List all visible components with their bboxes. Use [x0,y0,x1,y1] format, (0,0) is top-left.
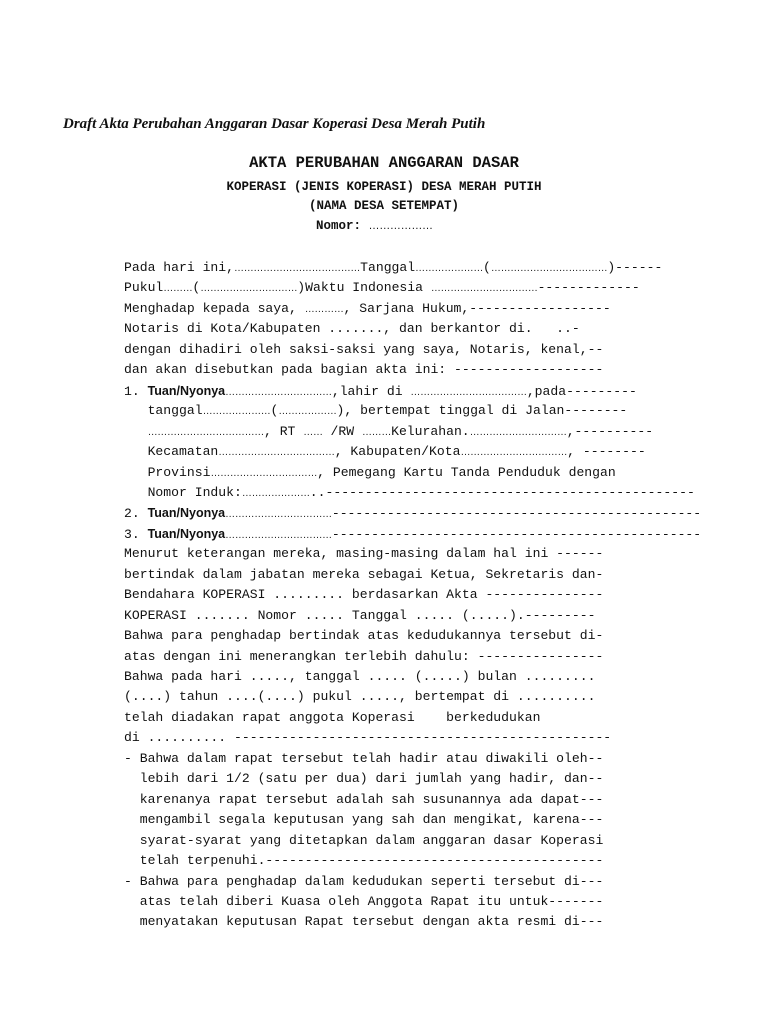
deed-line: di .......... ------------------------------------------------ [124,730,612,746]
deed-line: Nomor Induk:…………………..----------------------------------------------- [124,484,695,500]
deed-line: Notaris di Kota/Kabupaten ......., dan berkantor di. ..- [124,321,580,337]
deed-line: - Bahwa para penghadap dalam kedudukan seperti tersebut di--- [124,873,604,889]
village-name-heading: (NAMA DESA SETEMPAT) [308,199,460,213]
deed-line: Bahwa pada hari ....., tanggal ..... (.....) bulan ......... [124,669,596,684]
deed-line: bertindak dalam jabatan mereka sebagai Ketua, Sekretaris dan- [124,566,604,582]
deed-heading: AKTA PERUBAHAN ANGGARAN DASAR [249,154,519,172]
deed-line: dengan dihadiri oleh saksi-saksi yang saya, Notaris, kenal,-- [124,341,604,357]
deed-line: Bendahara KOPERASI ......... berdasarkan Akta --------------- [124,587,604,603]
deed-line: telah terpenuhi.------------------------------------------- [124,853,604,869]
deed-line: telah diadakan rapat anggota Koperasi berkedudukan [124,709,541,725]
deed-line: tanggal…………………(………………), bertempat tinggal di Jalan-------- [124,403,628,419]
deed-line: Kecamatan………………………………, Kabupaten/Kota……………………………, -------- [124,444,646,460]
deed-line: karenanya rapat tersebut adalah sah susunannya ada dapat--- [124,791,604,807]
deed-line: Menghadap kepada saya, …………, Sarjana Hukum,------------------ [124,300,611,316]
deed-line: 1. Tuan/Nyonya……………………………,lahir di ………………………………,pada--------- [124,383,637,399]
deed-line: KOPERASI ....... Nomor ..... Tanggal ..... (.....).--------- [124,607,596,623]
deed-line: menyatakan keputusan Rapat tersebut dengan akta resmi di--- [124,914,604,930]
deed-line: ………………………………, RT …… /RW ………Kelurahan.…………………………,---------- [147,423,654,439]
deed-line: Menurut keterangan mereka, masing-masing dalam hal ini ------ [124,546,604,562]
deed-line: dan akan disebutkan pada bagian akta ini: ------------------- [124,362,604,378]
deed-number-blank: ……………… [368,220,433,232]
deed-line: 3. Tuan/Nyonya……………………………----------------------------------------------- [124,526,702,542]
deed-line: atas dengan ini menerangkan terlebih dahulu: ---------------- [124,648,604,664]
deed-line: syarat-syarat yang ditetapkan dalam anggaran dasar Koperasi [124,832,604,848]
cooperative-name-heading: KOPERASI (JENIS KOPERASI) DESA MERAH PUTIH [226,180,542,194]
deed-line: - Bahwa dalam rapat tersebut telah hadir atau diwakili oleh-- [124,750,604,766]
deed-line: mengambil segala keputusan yang sah dan mengikat, karena--- [124,812,604,828]
deed-line: Bahwa para penghadap bertindak atas kedudukannya tersebut di- [124,628,604,644]
deed-line: Pada hari ini,…………………………………Tanggal…………………(………………………………)------ [124,260,663,275]
deed-line: 2. Tuan/Nyonya……………………………----------------------------------------------- [124,506,702,522]
deed-number-label: Nomor: [316,219,362,233]
deed-number [316,219,433,233]
deed-line: lebih dari 1/2 (satu per dua) dari jumlah yang hadir, dan-- [124,771,604,787]
draft-title: Draft Akta Perubahan Anggaran Dasar Koperasi Desa Merah Putih [63,116,486,132]
deed-line: Provinsi……………………………, Pemegang Kartu Tanda Penduduk dengan [124,464,616,480]
deed-line: Pukul………(…………………………)Waktu Indonesia ……………………………------------- [124,280,640,296]
deed-line: (....) tahun ....(....) pukul ....., bertempat di .......... [124,689,596,705]
deed-line: atas telah diberi Kuasa oleh Anggota Rapat itu untuk------- [124,893,604,909]
